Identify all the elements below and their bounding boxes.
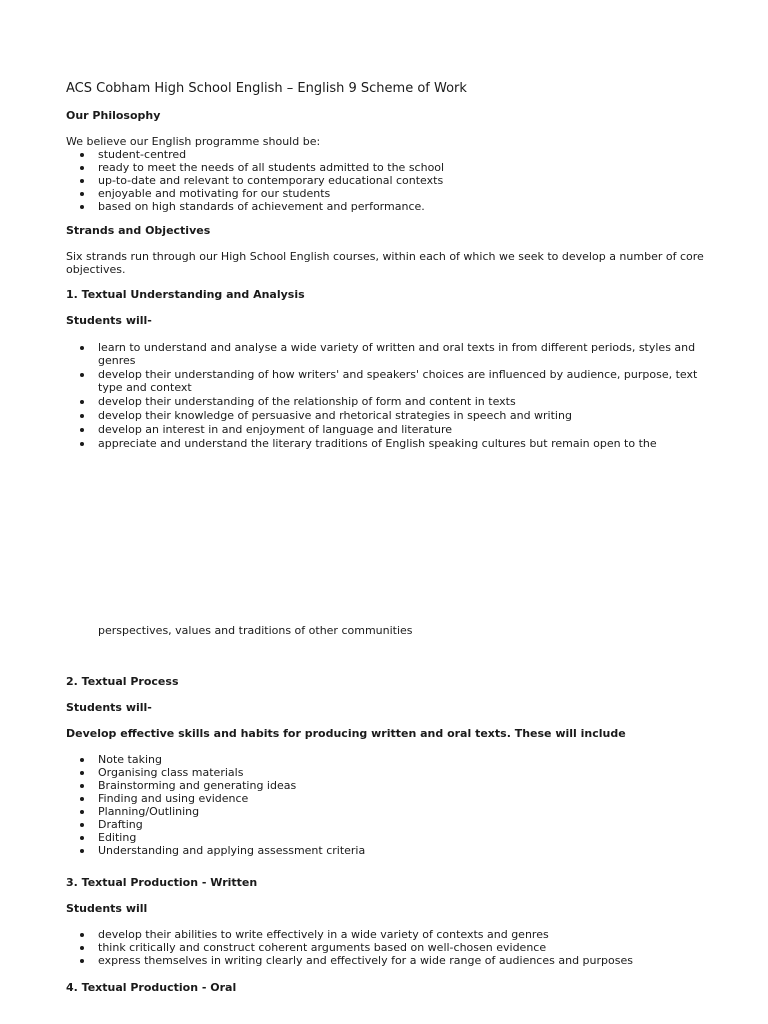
list-item: Organising class materials <box>66 766 716 779</box>
list-item: express themselves in writing clearly and effectively for a wide range of audiences and purposes <box>66 954 716 967</box>
document-title: ACS Cobham High School English – English 9 Scheme of Work <box>66 81 467 96</box>
section-2-students: Students will- <box>66 701 152 714</box>
list-item: Editing <box>66 831 716 844</box>
list-item: Understanding and applying assessment criteria <box>66 844 716 857</box>
section-3-heading: 3. Textual Production - Written <box>66 876 258 889</box>
philosophy-list <box>66 148 716 213</box>
section-3-students: Students will <box>66 902 148 915</box>
list-item: develop their understanding of how writers' and speakers' choices are influenced by audience, purpose, text type and context <box>66 368 716 394</box>
list-item: Brainstorming and generating ideas <box>66 779 716 792</box>
list-item: develop their understanding of the relationship of form and content in texts <box>66 395 716 408</box>
strands-heading: Strands and Objectives <box>66 224 211 237</box>
list-item: up-to-date and relevant to contemporary educational contexts <box>66 174 716 187</box>
list-item: Planning/Outlining <box>66 805 716 818</box>
list-item: based on high standards of achievement and performance. <box>66 200 716 213</box>
list-item: Note taking <box>66 753 716 766</box>
list-item: learn to understand and analyse a wide variety of written and oral texts in from different periods, styles and genres <box>66 341 716 367</box>
section-1-students: Students will- <box>66 314 152 327</box>
list-item: develop their knowledge of persuasive and rhetorical strategies in speech and writing <box>66 409 716 422</box>
list-item: develop their abilities to write effectively in a wide variety of contexts and genres <box>66 928 716 941</box>
section-3-list <box>66 928 716 967</box>
section-1-heading: 1. Textual Understanding and Analysis <box>66 288 305 301</box>
list-item: think critically and construct coherent arguments based on well-chosen evidence <box>66 941 716 954</box>
strands-intro: Six strands run through our High School English courses, within each of which we seek to develop a number of core objectives. <box>66 250 704 276</box>
list-item: Finding and using evidence <box>66 792 716 805</box>
section-2-list <box>66 753 716 857</box>
section-1-continuation: perspectives, values and traditions of other communities <box>98 624 413 637</box>
list-item: appreciate and understand the literary traditions of English speaking cultures but remain open to the <box>66 437 716 450</box>
section-2-lead: Develop effective skills and habits for producing written and oral texts. These will include <box>66 727 626 740</box>
list-item: enjoyable and motivating for our students <box>66 187 716 200</box>
section-4-heading: 4. Textual Production - Oral <box>66 981 237 994</box>
list-item: Drafting <box>66 818 716 831</box>
philosophy-heading: Our Philosophy <box>66 109 161 122</box>
list-item: ready to meet the needs of all students admitted to the school <box>66 161 716 174</box>
list-item: develop an interest in and enjoyment of language and literature <box>66 423 716 436</box>
section-2-heading: 2. Textual Process <box>66 675 179 688</box>
philosophy-intro: We believe our English programme should be: <box>66 135 321 148</box>
section-1-list <box>66 341 716 451</box>
list-item: student-centred <box>66 148 716 161</box>
